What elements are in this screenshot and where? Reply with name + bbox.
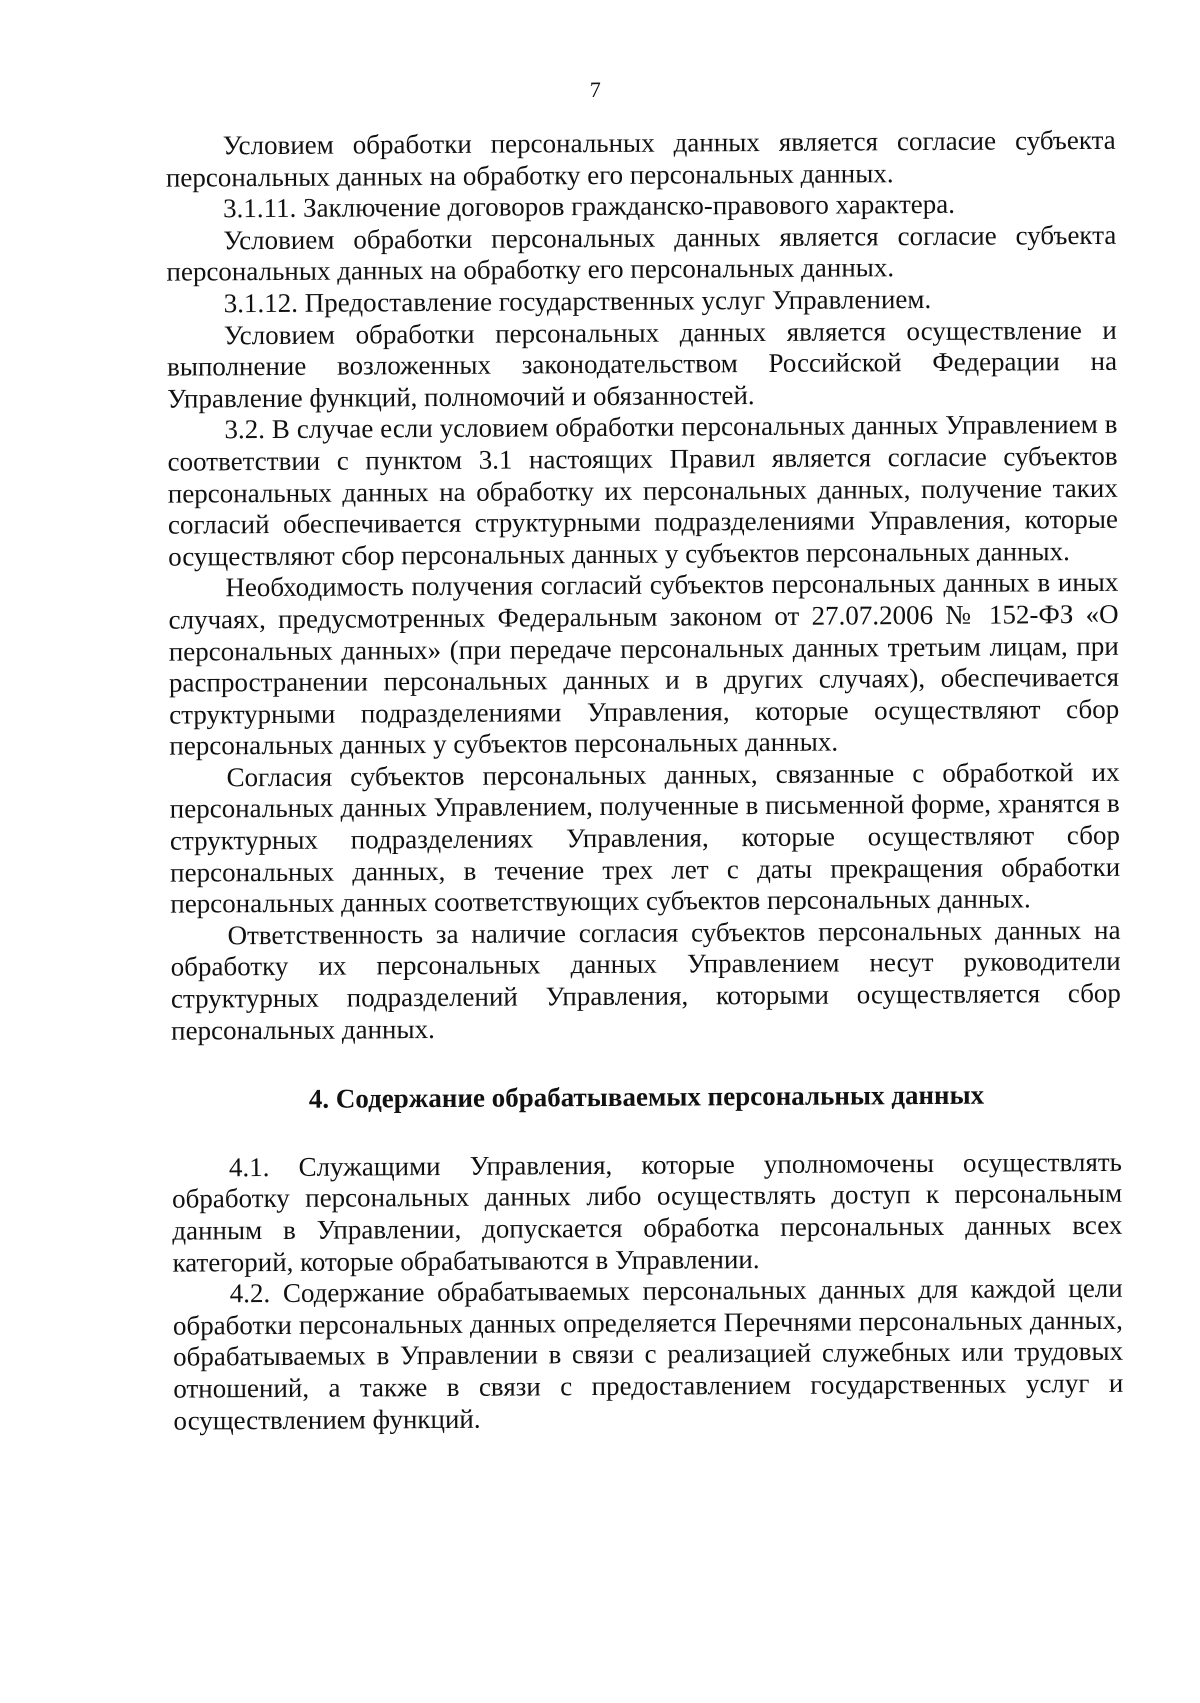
clause-3-1-12: 3.1.12. Предоставление государственных услуг Управлением. bbox=[223, 283, 932, 319]
paragraph-consent-storage: Согласия субъектов персональных данных, связанные с обработкой их персональных данных Управлением, полученные в письменной форме, хранятся в структурных подразделениях Управления, которые осуществляют сбор персональных данных, в течение трех лет с даты прекращения обработки персональных данных соответствующих субъектов персональных данных. bbox=[169, 756, 1121, 919]
paragraph-consent-condition-2: Условием обработки персональных данных является согласие субъекта персональных данных на обработку его персональных данных. bbox=[166, 219, 1117, 288]
paragraph-consent-responsibility: Ответственность за наличие согласия субъектов персональных данных на обработку их персональных данных Управлением несут руководители структурных подразделений Управления, которыми осуществляется сбор персональных данных. bbox=[170, 914, 1121, 1046]
clause-4-1: 4.1. Служащими Управления, которые уполномочены осуществлять обработку персональных данных либо осуществлять доступ к персональным данным в Управлении, допускается обработка персональных данных всех категорий, которые обрабатываются в Управлении. bbox=[172, 1146, 1123, 1278]
clause-3-2: 3.2. В случае если условием обработки персональных данных Управлением в соответствии с пунктом 3.1 настоящих Правил является согласие субъектов персональных данных на обработку их персональных данных, получение таких согласий обеспечивается структурными подразделениями Управления, которые осуществляют сбор персональных данных у субъектов персональных данных. bbox=[167, 409, 1119, 572]
document-body bbox=[166, 125, 1124, 1437]
page-number: 7 bbox=[589, 76, 601, 103]
paragraph-consent-condition-1: Условием обработки персональных данных является согласие субъекта персональных данных на обработку его персональных данных. bbox=[165, 124, 1116, 193]
clause-3-1-11: 3.1.11. Заключение договоров гражданско-правового характера. bbox=[222, 189, 956, 224]
clause-4-2: 4.2. Содержание обрабатываемых персональных данных для каждой цели обработки персональных данных определяется Перечнями персональных данных, обрабатываемых в Управлении в связи с реализацией служебных или трудовых отношений, а также в связи с предоставлением государственных услуг и осуществлением функций. bbox=[172, 1273, 1124, 1436]
paragraph-consent-other-cases: Необходимость получения согласий субъектов персональных данных в иных случаях, предусмотренных Федеральным законом от 27.07.2006 № 152-ФЗ «О персональных данных» (при передаче персональных данных третьим лицам, при распространении персональных данных и в других случаях), обеспечивается структурными подразделениями Управления, которые осуществляют сбор персональных данных у субъектов персональных данных. bbox=[168, 567, 1120, 761]
section-heading-4: 4. Содержание обрабатываемых персональных данных bbox=[308, 1079, 985, 1115]
paragraph-functions-condition: Условием обработки персональных данных является осуществление и выполнение возложенных законодательством Российской Федерации на Управление функций, полномочий и обязанностей. bbox=[166, 314, 1118, 414]
